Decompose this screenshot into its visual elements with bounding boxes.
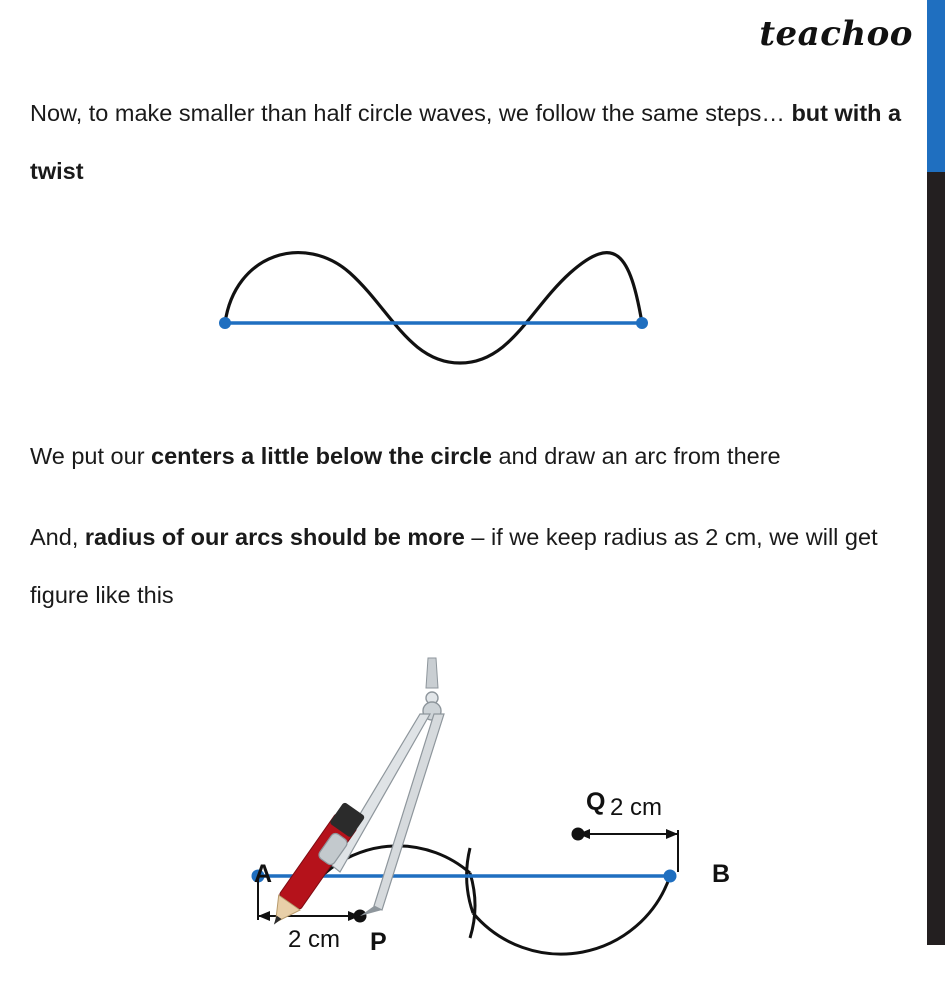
- label-point-q: Q: [586, 787, 606, 816]
- figure-wave: [30, 223, 910, 403]
- paragraph-3-text-plain-2: – if we keep radius as 2 cm, we will get figure like this: [30, 524, 878, 608]
- figure-wave-svg: [30, 223, 910, 403]
- paragraph-2: [30, 427, 910, 485]
- figure-compass-svg: [30, 648, 910, 978]
- paragraph-2-text-plain-2: and draw an arc from there: [491, 442, 781, 469]
- arc-lower-right: [473, 876, 670, 954]
- measure-left-arrowhead-start: [258, 911, 270, 921]
- label-point-p: P: [370, 927, 387, 956]
- point-b-dot: [664, 869, 677, 882]
- label-measure-left: 2 cm: [288, 925, 341, 953]
- brand-logo: teachoo: [759, 14, 913, 54]
- right-edge-dark-bar: [927, 172, 945, 945]
- label-point-b: B: [712, 859, 731, 888]
- paragraph-3-text-bold: radius of our arcs should be more: [84, 524, 465, 550]
- document-content: [30, 60, 910, 988]
- label-measure-right: 2 cm: [610, 793, 663, 821]
- paragraph-3: [30, 508, 910, 624]
- compass-top-handle: [426, 658, 438, 688]
- wave-curve-upper: [225, 253, 642, 363]
- paragraph-1-text-plain: Now, to make smaller than half circle waves, we follow the same steps…: [30, 99, 792, 126]
- wave-endpoint-right-dot: [636, 317, 648, 329]
- label-point-a: A: [254, 859, 273, 888]
- paragraph-2-text-plain-1: We put our: [30, 442, 152, 469]
- paragraph-2-text-bold: centers a little below the circle: [151, 442, 492, 469]
- right-edge-blue-bar: [927, 0, 945, 172]
- compass-illustration: [263, 658, 444, 932]
- wave-curve-alt: [225, 243, 642, 363]
- paragraph-1: [30, 84, 910, 200]
- wave-endpoint-left-dot: [219, 317, 231, 329]
- paragraph-3-text-plain-1: And,: [30, 524, 85, 550]
- figure-compass-construction: [30, 648, 910, 988]
- paragraph-1-text-bold: but with a twist: [30, 99, 902, 184]
- measure-right-arrowhead-end: [666, 829, 678, 839]
